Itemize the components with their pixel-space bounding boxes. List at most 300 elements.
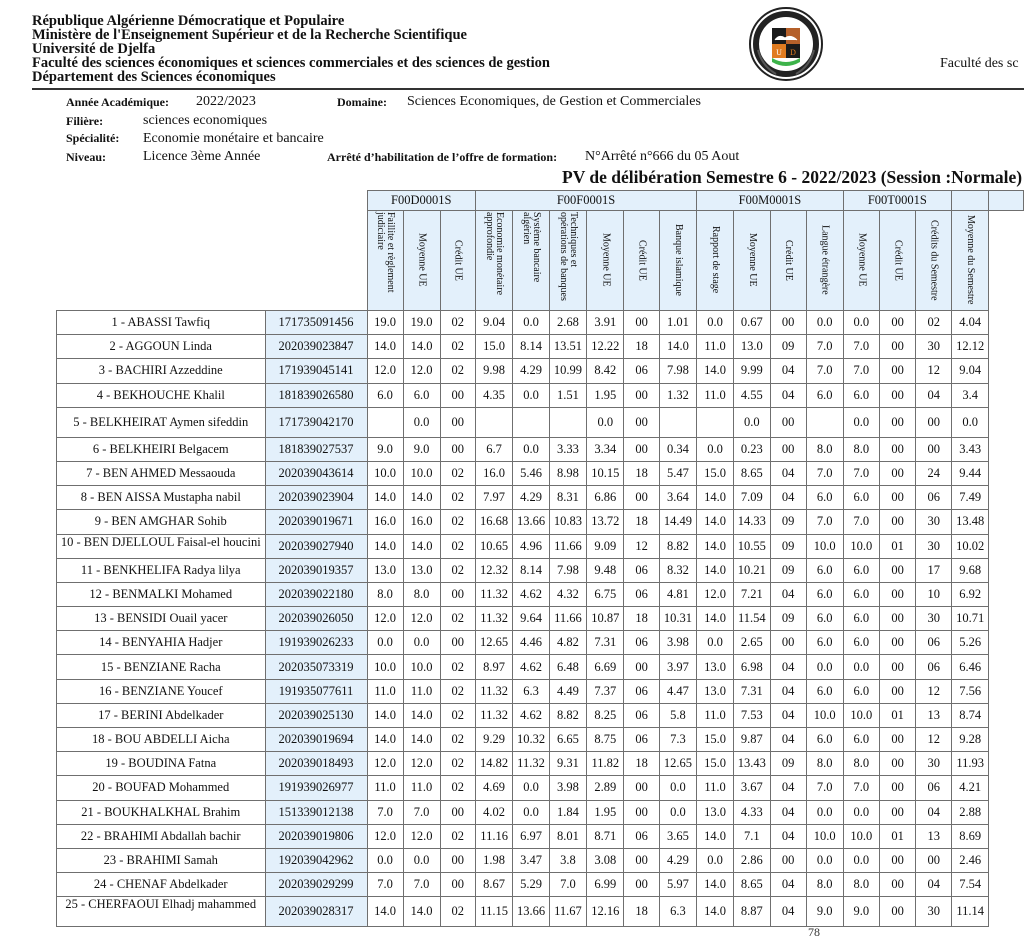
grade-cell: 9.98 [475, 359, 512, 383]
grade-cell: 7.0 [549, 873, 586, 897]
grade-cell: 12.65 [475, 631, 512, 655]
student-id: 202039019671 [265, 510, 367, 534]
grade-cell: 02 [440, 703, 475, 727]
grade-cell: 12 [916, 728, 952, 752]
grade-cell: 14.82 [475, 752, 512, 776]
grade-cell: 9.28 [952, 728, 989, 752]
grade-cell: 00 [770, 631, 806, 655]
grade-cell: 00 [916, 848, 952, 872]
column-header [624, 211, 659, 311]
student-id: 202039029299 [265, 873, 367, 897]
student-row [57, 607, 1024, 631]
grade-cell: 04 [916, 800, 952, 824]
grade-cell: 3.43 [952, 437, 989, 461]
grade-cell: 7.0 [403, 873, 440, 897]
page-number: 78 [808, 925, 820, 939]
grade-cell: 30 [916, 607, 952, 631]
grade-cell: 0.0 [843, 800, 879, 824]
grade-cell: 8.14 [513, 558, 549, 582]
grade-cell: 10.02 [952, 534, 989, 558]
grade-cell: 4.33 [734, 800, 770, 824]
grade-cell: 0.0 [806, 800, 843, 824]
grade-cell: 9.04 [475, 311, 512, 335]
grade-cell: 30 [916, 534, 952, 558]
grade-cell: 02 [440, 335, 475, 359]
student-name: 20 - BOUFAD Mohammed [57, 776, 266, 800]
grade-cell: 0.0 [843, 407, 879, 437]
column-header-label: Langue étrangère [819, 225, 831, 295]
grade-cell: 4.35 [475, 383, 512, 407]
student-id: 171735091456 [265, 311, 367, 335]
student-name: 24 - CHENAF Abdelkader [57, 873, 266, 897]
grade-cell: 12 [916, 679, 952, 703]
grade-cell: 4.62 [513, 703, 549, 727]
grade-cell: 00 [879, 897, 916, 927]
ue-group-header-row [57, 191, 1024, 211]
student-row [57, 848, 1024, 872]
student-id: 202039025130 [265, 703, 367, 727]
grade-cell: 10.99 [549, 359, 586, 383]
grade-cell: 04 [770, 383, 806, 407]
grade-cell: 00 [440, 582, 475, 606]
grade-cell: 11.0 [697, 335, 734, 359]
grade-cell: 6.97 [513, 824, 549, 848]
grade-cell: 7.0 [806, 335, 843, 359]
grade-cell: 11.0 [697, 703, 734, 727]
column-header [440, 211, 475, 311]
grade-cell: 8.0 [843, 752, 879, 776]
header-line-ministry: Ministère de l'Enseignement Supérieur et de la Recherche Scientifique [32, 27, 467, 43]
grade-cell: 04 [770, 461, 806, 485]
grade-cell: 10.0 [843, 824, 879, 848]
grade-cell: 14.0 [697, 873, 734, 897]
column-header [697, 211, 734, 311]
grade-cell: 16.0 [475, 461, 512, 485]
grade-cell: 30 [916, 897, 952, 927]
grade-cell: 19.0 [367, 311, 403, 335]
grade-cell: 00 [879, 510, 916, 534]
grade-cell: 00 [879, 486, 916, 510]
column-header [952, 211, 989, 311]
student-id: 202039026050 [265, 607, 367, 631]
grade-cell: 15.0 [697, 461, 734, 485]
grade-cell: 4.32 [549, 582, 586, 606]
grade-cell: 6.92 [952, 582, 989, 606]
grade-cell: 4.55 [734, 383, 770, 407]
grade-cell: 00 [440, 383, 475, 407]
student-id: 202039027940 [265, 534, 367, 558]
grade-cell: 12 [916, 359, 952, 383]
grade-cell: 8.0 [843, 437, 879, 461]
grade-cell: 6.0 [843, 631, 879, 655]
grade-cell: 00 [879, 335, 916, 359]
grade-cell: 13.51 [549, 335, 586, 359]
niveau-label: Niveau: [66, 150, 106, 164]
column-header [513, 211, 549, 311]
grade-cell: 6.0 [843, 679, 879, 703]
grade-cell: 9.0 [367, 437, 403, 461]
grade-cell: 7.0 [806, 510, 843, 534]
grade-cell: 0.0 [843, 655, 879, 679]
column-header-label: Moyenne UE [746, 233, 758, 287]
student-row [57, 800, 1024, 824]
grade-cell: 6.0 [403, 383, 440, 407]
grade-cell: 8.14 [513, 335, 549, 359]
column-header [403, 211, 440, 311]
grade-cell: 0.0 [403, 407, 440, 437]
ue-group-header: F00D0001S [367, 191, 475, 211]
domaine-value: Sciences Economiques, de Gestion et Commerciales [407, 94, 701, 109]
grade-cell: 6.86 [587, 486, 624, 510]
grade-cell: 8.42 [587, 359, 624, 383]
grade-cell: 02 [440, 510, 475, 534]
grade-cell: 30 [916, 510, 952, 534]
grade-cell: 7.0 [806, 461, 843, 485]
arrete-value: N°Arrêté n°666 du 05 Aout [585, 149, 740, 164]
student-name: 8 - BEN AISSA Mustapha nabil [57, 486, 266, 510]
student-name: 6 - BELKHEIRI Belgacem [57, 437, 266, 461]
grade-cell: 06 [916, 655, 952, 679]
grade-cell: 8.98 [549, 461, 586, 485]
grade-cell: 04 [770, 582, 806, 606]
student-row [57, 631, 1024, 655]
grade-cell: 6.0 [806, 383, 843, 407]
grade-cell: 0.23 [734, 437, 770, 461]
grade-cell: 09 [770, 607, 806, 631]
svg-text:U: U [776, 48, 782, 57]
grade-cell: 6.0 [806, 486, 843, 510]
student-id: 191939026977 [265, 776, 367, 800]
student-name: 18 - BOU ABDELLI Aicha [57, 728, 266, 752]
student-name: 4 - BEKHOUCHE Khalil [57, 383, 266, 407]
grade-cell: 00 [879, 679, 916, 703]
column-header-label: Faillite et règlement judiciaire [375, 212, 397, 293]
student-id: 202039023847 [265, 335, 367, 359]
grade-cell: 06 [624, 558, 659, 582]
column-header [659, 211, 696, 311]
grade-cell: 14.0 [697, 534, 734, 558]
grade-cell: 5.8 [659, 703, 696, 727]
grade-cell: 6.0 [843, 558, 879, 582]
grade-cell: 17 [916, 558, 952, 582]
grade-cell: 30 [916, 752, 952, 776]
grade-cell: 00 [879, 728, 916, 752]
student-row [57, 728, 1024, 752]
grade-cell: 9.31 [549, 752, 586, 776]
student-name: 3 - BACHIRI Azzeddine [57, 359, 266, 383]
header-divider [32, 88, 1024, 90]
grade-cell: 00 [879, 558, 916, 582]
grade-cell: 11.67 [549, 897, 586, 927]
column-header-label: Moyenne UE [856, 233, 868, 287]
grade-cell: 1.84 [549, 800, 586, 824]
grade-cell: 3.8 [549, 848, 586, 872]
grade-cell: 8.71 [587, 824, 624, 848]
column-header-label: Crédits du Semestre [928, 219, 940, 301]
student-row [57, 824, 1024, 848]
grade-cell: 00 [879, 631, 916, 655]
ue-group-header: F00T0001S [843, 191, 951, 211]
grade-cell: 11.0 [403, 679, 440, 703]
student-name: 16 - BENZIANE Youcef [57, 679, 266, 703]
grade-cell: 13.0 [734, 335, 770, 359]
column-header [587, 211, 624, 311]
grade-cell: 4.96 [513, 534, 549, 558]
grade-cell: 3.4 [952, 383, 989, 407]
grade-cell: 1.51 [549, 383, 586, 407]
grade-cell: 14.0 [659, 335, 696, 359]
grade-cell: 11.0 [367, 776, 403, 800]
grade-cell: 12.0 [367, 824, 403, 848]
grade-cell: 14.0 [403, 534, 440, 558]
student-name: 1 - ABASSI Tawfiq [57, 311, 266, 335]
grade-cell: 2.65 [734, 631, 770, 655]
grade-cell: 09 [770, 510, 806, 534]
academic-year-value: 2022/2023 [196, 94, 256, 109]
pv-title: PV de délibération Semestre 6 - 2022/2023 (Session :Normale) [562, 167, 1023, 187]
grade-cell: 4.62 [513, 582, 549, 606]
grade-cell: 11.93 [952, 752, 989, 776]
grade-cell: 11.54 [734, 607, 770, 631]
grade-cell: 04 [770, 776, 806, 800]
grade-cell: 6.48 [549, 655, 586, 679]
grade-cell: 7.37 [587, 679, 624, 703]
grade-cell: 8.32 [659, 558, 696, 582]
grade-cell: 00 [770, 407, 806, 437]
grade-cell: 8.65 [734, 873, 770, 897]
grade-cell: 02 [440, 359, 475, 383]
student-row [57, 679, 1024, 703]
grade-cell: 16.68 [475, 510, 512, 534]
grade-cell: 4.82 [549, 631, 586, 655]
grade-cell: 8.82 [549, 703, 586, 727]
grade-cell: 9.44 [952, 461, 989, 485]
grade-cell: 0.0 [367, 848, 403, 872]
grade-cell: 00 [879, 776, 916, 800]
student-row [57, 703, 1024, 727]
grade-cell: 14.0 [697, 558, 734, 582]
grade-cell: 10.87 [587, 607, 624, 631]
grade-cell [367, 407, 403, 437]
grade-cell: 16.0 [403, 510, 440, 534]
grade-cell: 2.89 [587, 776, 624, 800]
grade-cell: 7.0 [806, 776, 843, 800]
grade-cell: 15.0 [475, 335, 512, 359]
grade-cell: 13.48 [952, 510, 989, 534]
grade-cell: 4.46 [513, 631, 549, 655]
student-id: 202039028317 [265, 897, 367, 927]
grade-cell [549, 407, 586, 437]
grade-cell: 11.0 [403, 776, 440, 800]
student-id: 181839026580 [265, 383, 367, 407]
student-row [57, 776, 1024, 800]
grade-cell: 7.97 [475, 486, 512, 510]
grade-cell: 6.0 [843, 486, 879, 510]
column-header [806, 211, 843, 311]
grade-cell: 11.82 [587, 752, 624, 776]
student-id: 192039042962 [265, 848, 367, 872]
column-header [770, 211, 806, 311]
grade-cell: 8.97 [475, 655, 512, 679]
grade-cell: 18 [624, 897, 659, 927]
grade-cell: 0.0 [659, 800, 696, 824]
grade-cell: 10.71 [952, 607, 989, 631]
grade-cell: 4.02 [475, 800, 512, 824]
grade-cell: 10.0 [843, 703, 879, 727]
grade-cell: 8.0 [843, 873, 879, 897]
student-name: 15 - BENZIANE Racha [57, 655, 266, 679]
grade-cell: 06 [916, 631, 952, 655]
grade-cell: 0.0 [513, 800, 549, 824]
grade-cell: 00 [440, 873, 475, 897]
niveau-value: Licence 3ème Année [143, 149, 261, 164]
student-row [57, 383, 1024, 407]
academic-year-label: Année Académique: [66, 95, 169, 109]
grade-cell: 14.0 [697, 897, 734, 927]
student-id: 202039018493 [265, 752, 367, 776]
grade-cell: 3.98 [549, 776, 586, 800]
grade-cell: 00 [770, 311, 806, 335]
column-header-label: Techniques et opérations de banques [557, 212, 579, 301]
grade-cell: 6.7 [475, 437, 512, 461]
student-name: 2 - AGGOUN Linda [57, 335, 266, 359]
grade-cell: 15.0 [697, 728, 734, 752]
grade-cell: 6.3 [513, 679, 549, 703]
arrete-label: Arrêté d’habilitation de l’offre de formation: [327, 150, 558, 164]
grade-cell: 10.0 [806, 534, 843, 558]
header-line-department: Département des Sciences économiques [32, 69, 276, 85]
grade-cell: 0.0 [587, 407, 624, 437]
column-header-label: Crédit UE [636, 239, 648, 281]
grade-cell: 04 [770, 897, 806, 927]
student-name: 11 - BENKHELIFA Radya lilya [57, 558, 266, 582]
grade-cell: 00 [440, 800, 475, 824]
grade-cell: 9.0 [806, 897, 843, 927]
grade-cell: 02 [440, 752, 475, 776]
grade-cell: 14.0 [367, 534, 403, 558]
grade-cell: 8.0 [806, 873, 843, 897]
grade-cell: 18 [624, 607, 659, 631]
student-id: 202039019694 [265, 728, 367, 752]
grade-cell: 8.0 [403, 582, 440, 606]
student-row [57, 486, 1024, 510]
column-header-label: Système bancaire algérien [521, 212, 543, 283]
grade-cell: 19.0 [403, 311, 440, 335]
grade-cell: 30 [916, 335, 952, 359]
student-row [57, 407, 1024, 437]
column-header-label: Moyenne UE [416, 233, 428, 287]
grade-cell: 4.81 [659, 582, 696, 606]
grade-cell: 10.0 [403, 461, 440, 485]
university-logo-icon [748, 6, 824, 82]
student-row [57, 437, 1024, 461]
student-row [57, 359, 1024, 383]
grade-cell: 6.75 [587, 582, 624, 606]
student-row [57, 897, 1024, 927]
grade-cell: 5.29 [513, 873, 549, 897]
grade-cell: 0.0 [697, 311, 734, 335]
grade-cell: 09 [770, 752, 806, 776]
grade-cell: 06 [624, 631, 659, 655]
grade-cell: 4.69 [475, 776, 512, 800]
grade-cell [659, 407, 696, 437]
grade-cell: 10.0 [367, 461, 403, 485]
grade-cell: 0.34 [659, 437, 696, 461]
student-id: 202039019806 [265, 824, 367, 848]
grade-cell: 02 [440, 461, 475, 485]
grade-cell: 02 [440, 728, 475, 752]
grade-cell: 6.0 [843, 582, 879, 606]
grade-cell: 04 [770, 873, 806, 897]
grade-cell: 12.12 [952, 335, 989, 359]
faculty-right-text: Faculté des sc [940, 56, 1019, 71]
grade-cell: 14.0 [367, 897, 403, 927]
grade-cell: 9.0 [403, 437, 440, 461]
grade-cell: 9.48 [587, 558, 624, 582]
grade-cell: 7.31 [587, 631, 624, 655]
grade-cell: 14.0 [367, 486, 403, 510]
grade-cell: 8.31 [549, 486, 586, 510]
student-id: 171939045141 [265, 359, 367, 383]
grade-cell: 4.62 [513, 655, 549, 679]
grade-cell: 00 [770, 848, 806, 872]
grade-cell: 5.26 [952, 631, 989, 655]
grade-cell: 14.0 [697, 510, 734, 534]
grade-cell: 06 [624, 359, 659, 383]
grade-cell: 00 [879, 407, 916, 437]
grade-cell: 01 [879, 534, 916, 558]
ue-group-header: F00F0001S [475, 191, 696, 211]
grade-cell: 0.0 [403, 631, 440, 655]
institution-header [32, 14, 550, 84]
grade-cell: 11.16 [475, 824, 512, 848]
grade-cell: 04 [770, 703, 806, 727]
grade-cell: 10.83 [549, 510, 586, 534]
student-id: 181839027537 [265, 437, 367, 461]
student-row [57, 311, 1024, 335]
grade-cell: 0.0 [697, 437, 734, 461]
grade-cell: 10.0 [403, 655, 440, 679]
semester-group-header [989, 191, 1024, 211]
grade-cell: 0.0 [843, 848, 879, 872]
grade-cell: 3.34 [587, 437, 624, 461]
grade-cell: 8.67 [475, 873, 512, 897]
grade-cell: 0.0 [697, 631, 734, 655]
column-header [843, 211, 879, 311]
grade-cell: 06 [916, 486, 952, 510]
column-header [879, 211, 916, 311]
grade-cell: 11.32 [475, 703, 512, 727]
grade-cell: 04 [770, 728, 806, 752]
grade-cell: 6.0 [806, 607, 843, 631]
student-name: 10 - BEN DJELLOUL Faisal-el houcini [57, 534, 266, 558]
grade-cell: 12.0 [403, 824, 440, 848]
grade-cell: 13 [916, 824, 952, 848]
grade-cell: 06 [624, 582, 659, 606]
column-header-label: Moyenne UE [600, 233, 612, 287]
grade-cell: 02 [440, 897, 475, 927]
student-name: 19 - BOUDINA Fatna [57, 752, 266, 776]
grade-cell: 2.88 [952, 800, 989, 824]
deliberation-table [56, 190, 1024, 927]
grade-cell: 14.0 [367, 728, 403, 752]
grade-cell: 0.0 [734, 407, 770, 437]
student-row [57, 534, 1024, 558]
grade-cell: 13.0 [367, 558, 403, 582]
grade-cell: 0.0 [513, 311, 549, 335]
grade-cell: 7.0 [367, 800, 403, 824]
column-header [916, 211, 952, 311]
